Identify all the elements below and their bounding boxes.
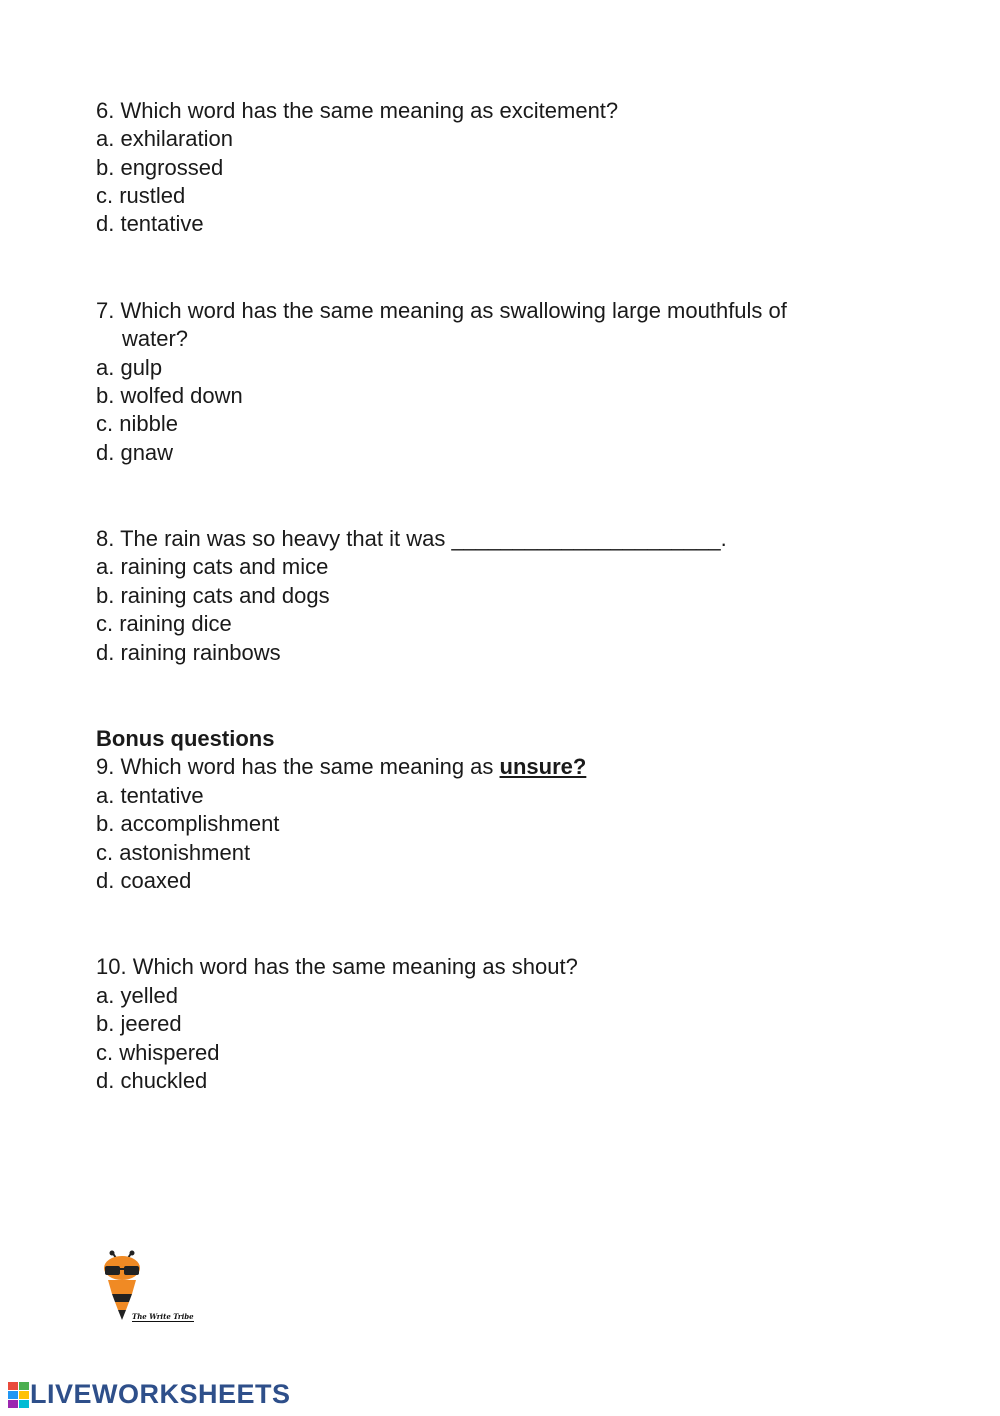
- q7-option-a[interactable]: a. gulp: [96, 355, 163, 380]
- q8-option-c[interactable]: c. raining dice: [96, 611, 232, 636]
- q7-option-b[interactable]: b. wolfed down: [96, 383, 243, 408]
- q6-option-c[interactable]: c. rustled: [96, 183, 186, 208]
- liveworksheets-icon: [8, 1380, 30, 1410]
- q8-option-a[interactable]: a. raining cats and mice: [96, 554, 329, 579]
- q9-option-b[interactable]: b. accomplishment: [96, 811, 280, 836]
- question-7-continued: water?: [122, 326, 189, 351]
- question-10: 10. Which word has the same meaning as shout?: [96, 954, 578, 979]
- question-8: 8. The rain was so heavy that it was ______________________.: [96, 526, 727, 551]
- question-7: 7. Which word has the same meaning as swallowing large mouthfuls of: [96, 298, 787, 323]
- q6-option-a[interactable]: a. exhilaration: [96, 126, 233, 151]
- footer-logo-mark: [8, 1380, 30, 1410]
- q10-option-a[interactable]: a. yelled: [96, 983, 178, 1008]
- q6-option-b[interactable]: b. engrossed: [96, 155, 224, 180]
- q8-option-b[interactable]: b. raining cats and dogs: [96, 583, 330, 608]
- footer-brand[interactable]: LIVEWORKSHEETS: [30, 1379, 291, 1409]
- q6-option-d[interactable]: d. tentative: [96, 211, 204, 236]
- q9-prefix: 9. Which word has the same meaning as: [96, 754, 500, 779]
- q7-option-c[interactable]: c. nibble: [96, 411, 178, 436]
- question-9: [96, 753, 586, 781]
- q10-option-c[interactable]: c. whispered: [96, 1040, 220, 1065]
- q9-option-a[interactable]: a. tentative: [96, 783, 204, 808]
- q9-keyword: unsure?: [499, 754, 587, 779]
- q9-option-c[interactable]: c. astonishment: [96, 840, 251, 865]
- bonus-heading: Bonus questions: [96, 726, 275, 751]
- q10-option-d[interactable]: d. chuckled: [96, 1068, 208, 1093]
- q10-option-b[interactable]: b. jeered: [96, 1011, 182, 1036]
- q8-option-d[interactable]: d. raining rainbows: [96, 640, 281, 665]
- q7-option-d[interactable]: d. gnaw: [96, 440, 174, 465]
- q9-option-d[interactable]: d. coaxed: [96, 868, 192, 893]
- logo-text: The Write Tribe: [132, 1312, 194, 1321]
- question-6: 6. Which word has the same meaning as excitement?: [96, 98, 619, 123]
